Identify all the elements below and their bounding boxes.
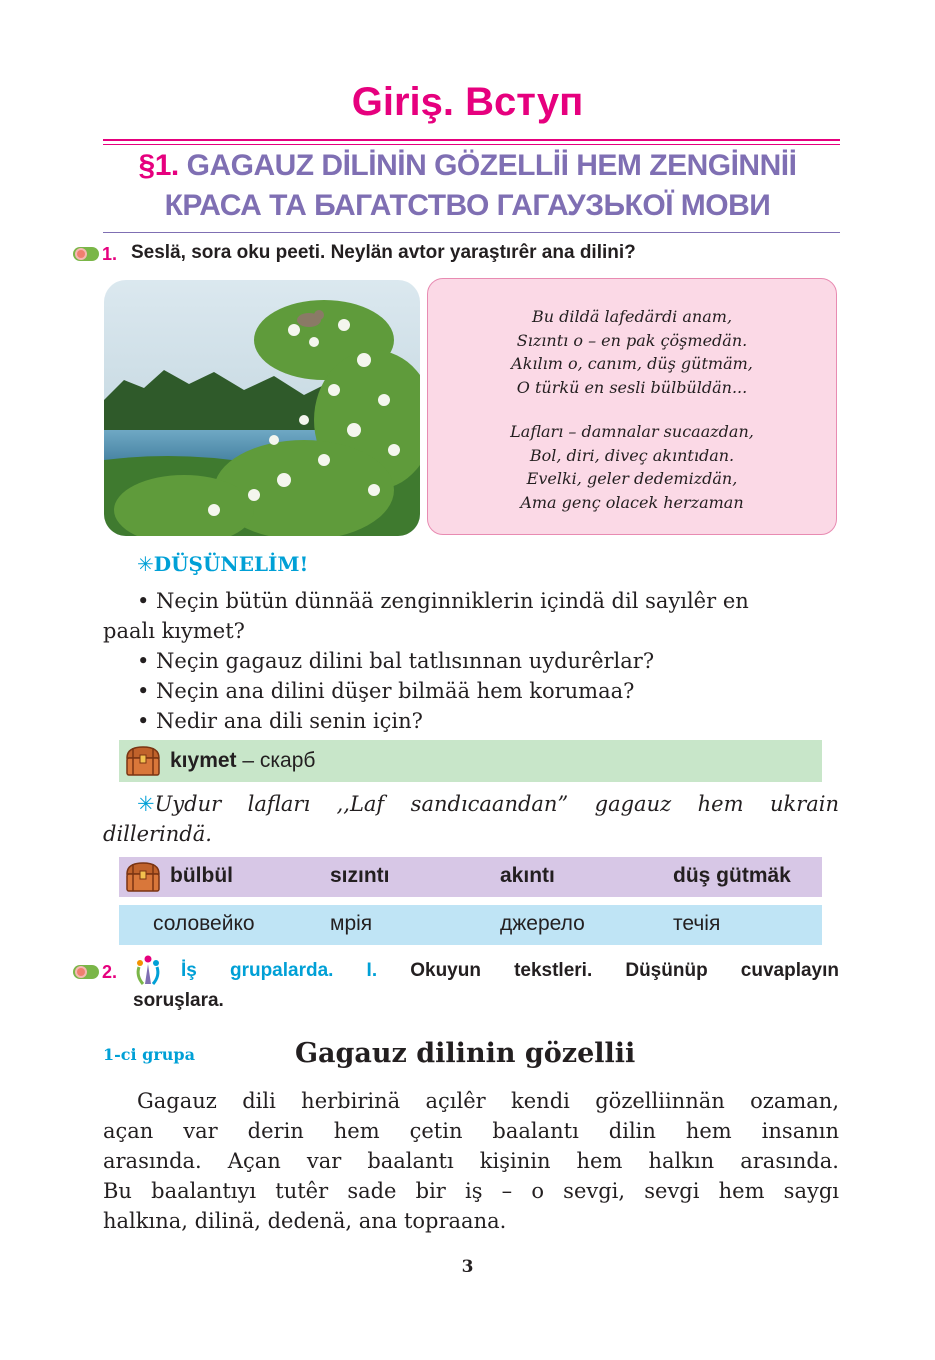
paragraph-line: halkına, dilinä, dedenä, ana topraana. — [103, 1209, 507, 1233]
task2-line-1 — [181, 960, 839, 982]
title-divider — [103, 139, 840, 141]
question-1-line-1: • Neçin bütün dünnää zenginniklerin içindä dil sayılêr en — [137, 589, 749, 613]
poem-line: Sızıntı o – en pak çöşmedän. — [516, 330, 748, 350]
poem-line: Lafları – damnalar sucaazdan, — [510, 422, 754, 441]
listen-icon — [72, 246, 100, 262]
page-title: Giriş. Вступ — [351, 80, 584, 124]
glossary-ukrainian-word: соловейко — [153, 912, 255, 935]
paragraph-line: açan var derin hem çetin baalantı dilin hem insanın — [103, 1119, 839, 1143]
section-number: §1. — [138, 149, 179, 182]
treasure-chest-icon — [124, 744, 162, 778]
poem-line: Akılım o, canım, düş gütmäm, — [511, 354, 753, 373]
glossary-gagauz-word: düş gütmäk — [673, 864, 791, 887]
task1-text: Seslä, sora oku peeti. Neylän avtor yaraştırêr ana dilini? — [131, 242, 636, 263]
section-title-gagauz: GAGAUZ DİLİNİN GÖZELLİİ HEM ZENGİNNİİ — [186, 149, 797, 182]
task2-number: 2. — [102, 962, 118, 982]
asterisk-icon: ✳ — [137, 552, 154, 576]
section-title-ukrainian: КРАСА ТА БАГАТСТВО ГАГАУЗЬКОЇ МОВИ — [164, 189, 771, 222]
glossary-ukrainian-word: мрія — [330, 912, 373, 935]
question-2: • Neçin gagauz dilini bal tatlısınnan uydurêrlar? — [137, 649, 655, 673]
glossary-gagauz-word: sızıntı — [330, 864, 390, 887]
poem-stanza-2 — [427, 420, 837, 514]
poem-line: Ama genç olacek herzaman — [520, 492, 744, 512]
question-3: • Neçin ana dilini düşer bilmää hem korumaa? — [137, 679, 635, 703]
asterisk-icon: ✳ — [137, 792, 155, 816]
task1-number: 1. — [102, 244, 118, 264]
paragraph-line: arasında. Açan var baalantı kişinin hem halkın arasında. — [103, 1149, 839, 1173]
poem-line: Bol, diri, diveç akıntıdan. — [529, 445, 735, 465]
question-4: • Nedir ana dili senin için? — [137, 709, 423, 733]
title-divider-thin — [103, 144, 840, 145]
task2-label: İş grupalarda. I. — [181, 960, 378, 981]
task2-line-2: soruşlara. — [133, 990, 224, 1011]
glossary-gagauz-word: akıntı — [500, 864, 555, 887]
vocabulary-translation: – скарб — [236, 749, 316, 772]
paragraph-line: Gagauz dili herbirinä açılêr kendi gözelliinnän ozaman, — [137, 1089, 839, 1113]
listen-icon — [72, 964, 100, 980]
vocabulary-word: kıymet — [170, 749, 237, 772]
treasure-chest-icon — [124, 860, 162, 894]
poem-line: O türkü en sesli bülbüldän... — [516, 377, 748, 397]
instruction-line-2: dillerindä. — [103, 822, 212, 846]
section-heading — [60, 146, 875, 226]
glossary-ukrainian-word: джерело — [500, 912, 585, 935]
task2-text: Okuyun tekstleri. Düşünüp cuvaplayın — [410, 960, 839, 981]
glossary-gagauz-word: bülbül — [170, 864, 233, 887]
section-divider — [103, 232, 840, 233]
group-label: 1-ci grupa — [103, 1045, 195, 1064]
poem-stanza-1 — [427, 305, 837, 399]
poem-line: Evelki, geler dedemizdän, — [526, 469, 738, 488]
think-heading-text: DÜŞÜNELİM! — [153, 552, 309, 576]
paragraph-line: Bu baalantıyı tutêr sade bir iş – o sevgi, sevgi hem saygı — [103, 1179, 839, 1203]
group-work-icon — [133, 954, 163, 986]
question-1-line-2: paalı kıymet? — [103, 619, 245, 643]
group-title: Gagauz dilinin gözellii — [295, 1038, 636, 1069]
instruction-line-1 — [137, 789, 839, 819]
instruction-text: Uydur lafları ,,Laf sandıcaandan” gagauz hem ukrain — [154, 792, 839, 816]
page-number: 3 — [461, 1257, 474, 1277]
group-paragraph — [103, 1086, 839, 1236]
think-heading — [137, 552, 308, 576]
glossary-ukrainian-word: течія — [673, 912, 721, 935]
poem-line: Bu dildä lafedärdi anam, — [531, 307, 733, 326]
nature-photo — [104, 280, 420, 536]
vocabulary-entry — [170, 749, 315, 773]
